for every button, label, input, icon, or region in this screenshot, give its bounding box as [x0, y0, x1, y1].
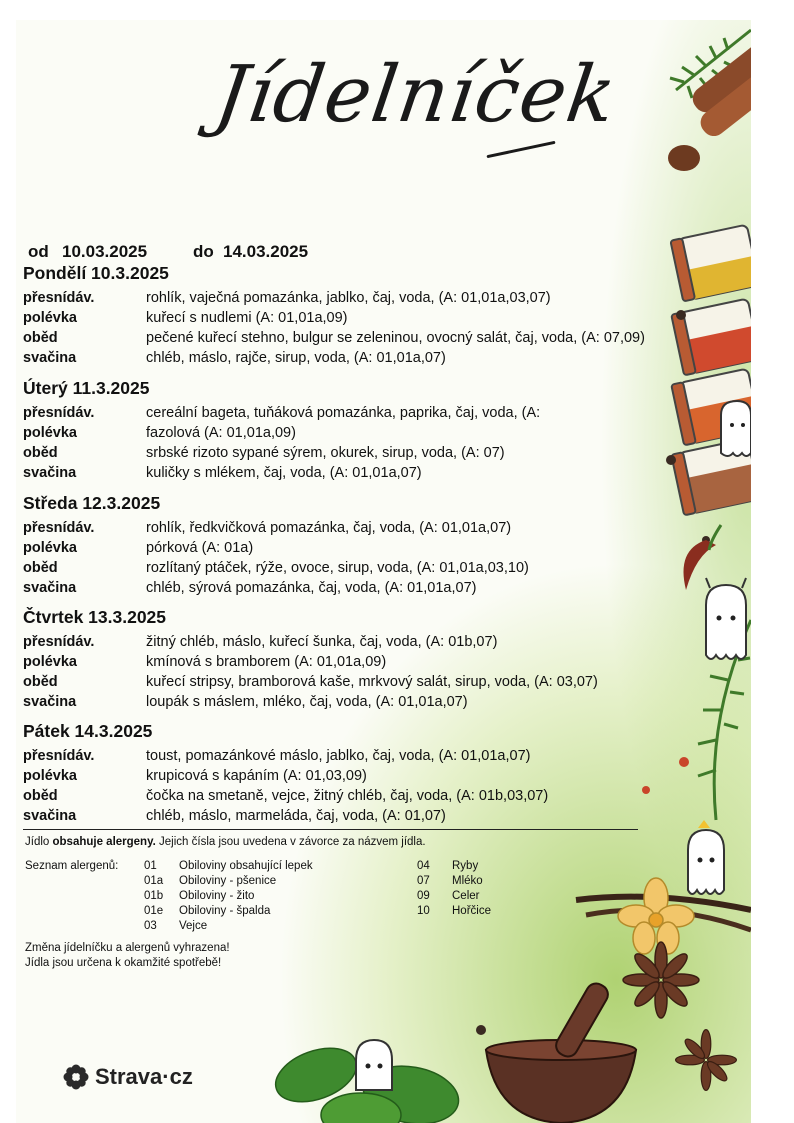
day-heading: Pátek 14.3.2025	[23, 721, 153, 741]
meal-description: kmínová s bramborem (A: 01,01a,09)	[146, 654, 387, 670]
meal-type: oběd	[23, 330, 58, 346]
allergen-code: 01	[144, 860, 157, 872]
allergen-item	[144, 860, 313, 872]
meal-description: cereální bageta, tuňáková pomazánka, paprika, čaj, voda, (A:	[146, 405, 541, 421]
allergen-name: Obiloviny - žito	[179, 890, 255, 902]
meal-row	[23, 308, 348, 328]
chili-icon	[684, 525, 722, 590]
meal-row	[23, 766, 367, 786]
footer-note: Jídla jsou určena k okamžité spotřebě!	[25, 957, 222, 969]
cinnamon-icon	[668, 20, 751, 171]
meal-type: oběd	[23, 560, 58, 576]
meal-row	[23, 652, 386, 672]
menu-sheet	[16, 20, 751, 1123]
meal-type: oběd	[23, 674, 58, 690]
meal-row	[23, 632, 497, 652]
allergen-name: Mléko	[452, 875, 483, 887]
allergen-code: 03	[144, 920, 157, 932]
meal-type: svačina	[23, 350, 77, 366]
meal-row	[23, 518, 511, 538]
meal-type: polévka	[23, 310, 77, 326]
allergen-name: Obiloviny obsahující lepek	[179, 860, 313, 872]
meal-description: rohlík, vaječná pomazánka, jablko, čaj, voda, (A: 01,01a,03,07)	[146, 290, 551, 306]
meal-description: loupák s máslem, mléko, čaj, voda, (A: 01,01a,07)	[146, 694, 468, 710]
meal-type: polévka	[23, 540, 77, 556]
allergen-code: 01a	[144, 875, 164, 887]
meal-description: chléb, sýrová pomazánka, čaj, voda, (A: 01,01a,07)	[146, 580, 477, 596]
meal-description: rozlítaný ptáček, rýže, ovoce, sirup, voda, (A: 01,01a,03,10)	[146, 560, 529, 576]
meal-description: chléb, máslo, rajče, sirup, voda, (A: 01,01a,07)	[146, 350, 446, 366]
allergen-item	[144, 890, 254, 902]
allergen-list-title: Seznam alergenů:	[25, 860, 119, 872]
meal-description: fazolová (A: 01,01a,09)	[146, 425, 296, 441]
meal-type: polévka	[23, 654, 77, 670]
allergen-item	[144, 875, 276, 887]
meal-description: rohlík, ředkvičková pomazánka, čaj, voda, (A: 01,01a,07)	[146, 520, 512, 536]
allergen-code: 01e	[144, 905, 164, 917]
allergen-item	[144, 920, 207, 932]
allergen-item	[417, 875, 483, 887]
meal-type: svačina	[23, 694, 77, 710]
meal-row	[23, 806, 446, 826]
allergen-name: Vejce	[179, 920, 208, 932]
meal-type: přesnídáv.	[23, 520, 95, 536]
allergen-note	[25, 836, 426, 848]
period-to-label: do	[193, 242, 214, 261]
meal-description: kuřecí s nudlemi (A: 01,01a,09)	[146, 310, 348, 326]
meal-row	[23, 423, 296, 443]
mortar-icon	[486, 980, 636, 1123]
mascot-icon	[706, 578, 746, 659]
meal-row	[23, 692, 468, 712]
allergen-name: Hořčice	[452, 905, 491, 917]
meal-row	[23, 786, 548, 806]
spice-jars-icon	[670, 225, 751, 516]
day-heading: Čtvrtek 13.3.2025	[23, 607, 167, 627]
day-heading: Pondělí 10.3.2025	[23, 263, 169, 283]
allergen-name: Celer	[452, 890, 480, 902]
divider	[23, 829, 638, 830]
allergen-item	[417, 860, 478, 872]
allergen-code: 04	[417, 860, 430, 872]
period-from-date: 10.03.2025	[62, 242, 148, 261]
meal-description: žitný chléb, máslo, kuřecí šunka, čaj, voda, (A: 01b,07)	[146, 634, 498, 650]
star-anise-icon	[623, 942, 736, 1090]
day-heading: Úterý 11.3.2025	[23, 378, 150, 398]
meal-type: polévka	[23, 768, 77, 784]
meal-type: přesnídáv.	[23, 634, 95, 650]
meal-row	[23, 288, 551, 308]
allergen-item	[417, 905, 491, 917]
allergen-code: 09	[417, 890, 430, 902]
meal-type: oběd	[23, 788, 58, 804]
allergen-item	[417, 890, 479, 902]
meal-description: srbské rizoto sypané sýrem, okurek, sirup, voda, (A: 07)	[146, 445, 505, 461]
meal-description: toust, pomazánkové máslo, jablko, čaj, voda, (A: 01,01a,07)	[146, 748, 531, 764]
meal-type: polévka	[23, 425, 77, 441]
meal-description: kuličky s mlékem, čaj, voda, (A: 01,01a,07)	[146, 465, 422, 481]
flower-logo-icon	[63, 1064, 89, 1090]
allergen-code: 07	[417, 875, 430, 887]
page-title: Jídelníček	[209, 50, 622, 140]
meal-type: přesnídáv.	[23, 405, 95, 421]
period-from-label: od	[28, 242, 49, 261]
meal-row	[23, 746, 530, 766]
allergen-note-text: Jídlo	[25, 836, 53, 848]
allergen-code: 10	[417, 905, 430, 917]
meal-row	[23, 403, 540, 423]
day-heading: Středa 12.3.2025	[23, 493, 161, 513]
meal-type: přesnídáv.	[23, 290, 95, 306]
allergen-name: Obiloviny - pšenice	[179, 875, 277, 887]
meal-row	[23, 463, 422, 483]
meal-description: pórková (A: 01a)	[146, 540, 254, 556]
allergen-name: Ryby	[452, 860, 479, 872]
allergen-note-bold: obsahuje alergeny.	[52, 836, 156, 848]
allergen-item	[144, 905, 270, 917]
allergen-code: 01b	[144, 890, 164, 902]
meal-type: svačina	[23, 808, 77, 824]
mascot-icon	[721, 401, 751, 456]
strava-logo[interactable]	[63, 1064, 193, 1090]
meal-type: svačina	[23, 465, 77, 481]
footer-note: Změna jídelníčku a alergenů vyhrazena!	[25, 942, 230, 954]
meal-type: svačina	[23, 580, 77, 596]
meal-row	[23, 672, 598, 692]
meal-description: čočka na smetaně, vejce, žitný chléb, čaj, voda, (A: 01b,03,07)	[146, 788, 549, 804]
meal-description: krupicová s kapáním (A: 01,03,09)	[146, 768, 367, 784]
meal-description: chléb, máslo, marmeláda, čaj, voda, (A: 01,07)	[146, 808, 446, 824]
meal-row	[23, 348, 446, 368]
meal-row	[23, 558, 529, 578]
allergen-name: Obiloviny - špalda	[179, 905, 271, 917]
meal-row	[23, 443, 505, 463]
mascot-icon	[356, 1040, 392, 1090]
meal-description: kuřecí stripsy, bramborová kaše, mrkvový salát, sirup, voda, (A: 03,07)	[146, 674, 598, 690]
meal-row	[23, 578, 476, 598]
meal-type: oběd	[23, 445, 58, 461]
mascot-icon	[688, 820, 724, 894]
meal-type: přesnídáv.	[23, 748, 95, 764]
period-to-date: 14.03.2025	[223, 242, 309, 261]
meal-description: pečené kuřecí stehno, bulgur se zeleninou, ovocný salát, čaj, voda, (A: 07,09)	[146, 330, 645, 346]
meal-row	[23, 328, 645, 348]
meal-row	[23, 538, 253, 558]
allergen-note-text: Jejich čísla jsou uvedena v závorce za názvem jídla.	[155, 836, 426, 848]
logo-text: Strava·cz	[95, 1064, 193, 1089]
